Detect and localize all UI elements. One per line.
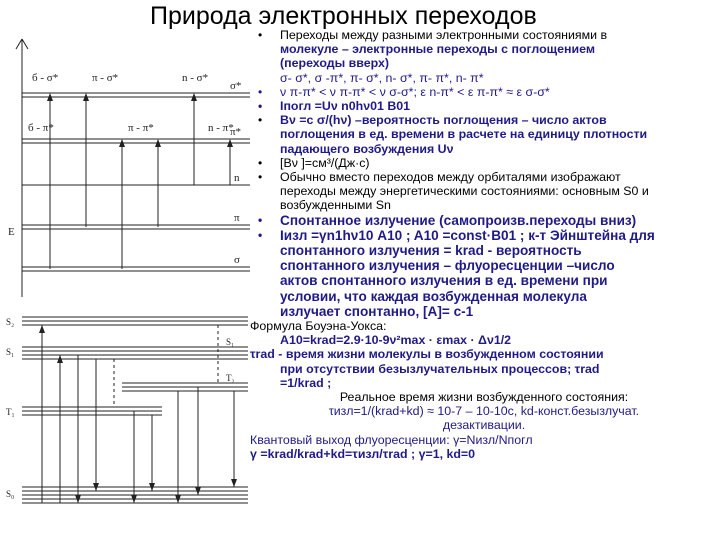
fig-state-t2: T₂ — [226, 373, 235, 383]
bullet-absorption-probability: • Bν =c σ/(hν) –вероятность поглощения – число актов поглощения в ед. времени в расчете на единицу плотности падающего возбуждения Uν — [250, 113, 718, 156]
slide-text — [250, 28, 718, 461]
bullet-spontaneous-emission: • Спонтанное излучение (самопроизв.переходы вниз) — [250, 213, 718, 228]
fig-label-n-sstar: n - σ* — [182, 72, 209, 84]
bullet-absorption-intensity: • Iпогл =Uν n0hν01 B01 — [250, 99, 718, 113]
bullet-energy-states: • Обычно вместо переходов между орбиталями изображают переходы между энергетическими состояниями: основным S0 и возбужденными Sn — [250, 170, 718, 213]
fig-state-t1: T₁ — [6, 407, 15, 417]
fig-axis-e: E — [8, 226, 15, 238]
bowen-wokes-formula: A10=krad=2.9·10-9ν²max · εmax · Δν1/2 — [280, 333, 512, 348]
fig-level-pi: π — [234, 212, 240, 224]
fig-label-s-pistar: б - π* — [28, 122, 54, 134]
fig-label-pi-pistar: π - π* — [128, 122, 154, 134]
fig-level-pistar: π* — [230, 126, 242, 138]
fig-label-n-pistar: n - π* — [208, 122, 234, 134]
fig-state-s0: S₀ — [6, 489, 15, 499]
fig-level-n: n — [234, 172, 240, 184]
quantum-yield-formula: γ =krad/krad+kd=τизл/τrad ; γ=1, kd=0 — [250, 446, 476, 461]
tau-rad-definition: τrad - время жизни молекулы в возбужденном состоянии при отсутствии безызлучательных процессов; τrad =1/krad ; — [250, 347, 604, 390]
fig-level-sstar: σ* — [230, 80, 242, 92]
bullet-absorption: • Переходы между разными электронными состояниями в молекуле – электронные переходы с поглощением (переходы вверх) — [250, 28, 718, 71]
bowen-wokes-heading: Формула Боуэна-Уокса: — [250, 319, 387, 334]
fig-label-pi-sstar: π - σ* — [92, 72, 119, 84]
transitions-figure — [2, 35, 252, 537]
fig-state-s1: S₁ — [6, 347, 15, 357]
bullet-emission-intensity: • Iизл =γn1hν10 A10 ; A10 =const·B01 ; к-т Эйнштейна для спонтанного излучения = krad - вероятность спонтанного излучения – флуоресценции –число актов спонтанного излучения в ед. времени при условии, что каждая возбужденная молекула излучает спонтанно, [A]= c-1 — [250, 228, 718, 319]
slide-title: Природа электронных переходов — [150, 2, 537, 30]
quantum-yield: Квантовый выход флуоресценции: γ=Nизл/Nпогл — [250, 432, 533, 447]
real-lifetime: Реальное время жизни возбужденного состояния: τизл=1/(krad+kd) ≈ 10-7 – 10-10с, kd-конст.безызлучат. дезактивации. — [328, 390, 640, 433]
fig-state-s1b: S₁ — [226, 337, 235, 347]
fig-label-s-sstar: б - σ* — [32, 72, 59, 84]
bullet-frequency-order: • ν π-π* < ν π-π* < ν σ-σ*; ε n-π* < ε π-π* ≈ ε σ-σ* — [250, 85, 718, 99]
fig-state-s2: S₂ — [6, 317, 15, 327]
fig-level-sigma: σ — [234, 254, 240, 266]
bullet-units: • [Bν ]=см³/(Дж·с) — [250, 156, 718, 170]
transition-types: σ- σ*, σ -π*, π- σ*, n- σ*, π- π*, n- π* — [280, 70, 484, 85]
